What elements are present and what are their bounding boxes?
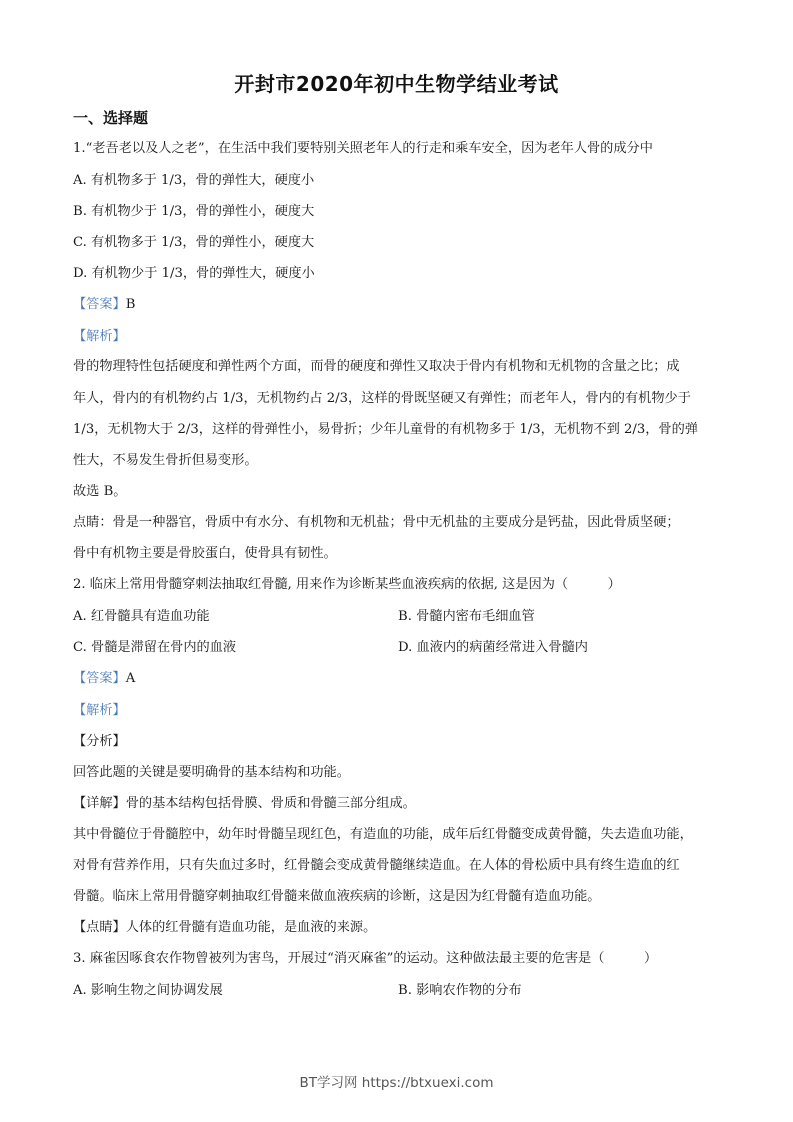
q2-dianjing: 【点睛】人体的红骨髓有造血功能，是血液的来源。 bbox=[73, 920, 377, 935]
q3-option-a: A. 影响生物之间协调发展 bbox=[73, 983, 223, 998]
question-3-stem: 3. 麻雀因啄食农作物曾被列为害鸟，开展过“消灭麻雀”的运动。这种做法最主要的危害是（ ） bbox=[73, 951, 658, 966]
page-title: 开封市2020年初中生物学结业考试 bbox=[234, 72, 559, 96]
q1-analysis-line: 1/3，无机物大于 2/3，这样的骨弹性小，易骨折；少年儿童骨的有机物多于 1/3，无机物不到 2/3，骨的弹 bbox=[73, 422, 698, 437]
q1-answer bbox=[73, 296, 135, 314]
q1-analysis-label: 【解析】 bbox=[73, 329, 126, 344]
q2-answer bbox=[73, 670, 135, 688]
q2-xiangjie: 【详解】骨的基本结构包括骨膜、骨质和骨髓三部分组成。 bbox=[73, 796, 416, 811]
q2-detail-line: 其中骨髓位于骨髓腔中，幼年时骨髓呈现红色，有造血的功能，成年后红骨髓变成黄骨髓，失去造血功能， bbox=[73, 827, 693, 842]
q1-note-line: 点睛：骨是一种器官，骨质中有水分、有机物和无机盐；骨中无机盐的主要成分是钙盐，因此骨质坚硬； bbox=[73, 515, 680, 530]
q1-option-c: C. 有机物多于 1/3，骨的弹性小，硬度大 bbox=[73, 235, 315, 250]
q1-analysis-line: 性大，不易发生骨折但易变形。 bbox=[73, 453, 258, 468]
q2-fenxi-label: 【分析】 bbox=[73, 734, 126, 749]
question-2-stem: 2. 临床上常用骨髓穿刺法抽取红骨髓, 用来作为诊断某些血液疾病的依据, 这是因为（ ） bbox=[73, 577, 621, 592]
answer-value: A bbox=[125, 671, 136, 686]
q2-option-d: D. 血液内的病菌经常进入骨髓内 bbox=[398, 640, 588, 655]
answer-label: 【答案】 bbox=[73, 671, 126, 686]
q1-option-a: A. 有机物多于 1/3，骨的弹性大，硬度小 bbox=[73, 173, 315, 188]
q1-analysis-line: 骨的物理特性包括硬度和弹性两个方面，而骨的硬度和弹性又取决于骨内有机物和无机物的含量之比；成 bbox=[73, 359, 680, 374]
footer-watermark: BT学习网 https://btxuexi.com bbox=[299, 1075, 494, 1091]
q1-conclusion: 故选 B。 bbox=[73, 484, 127, 499]
q1-option-b: B. 有机物少于 1/3，骨的弹性小，硬度大 bbox=[73, 204, 315, 219]
q2-option-b: B. 骨髓内密布毛细血管 bbox=[398, 609, 535, 624]
q2-analysis-label: 【解析】 bbox=[73, 703, 126, 718]
answer-label: 【答案】 bbox=[73, 297, 126, 312]
answer-value: B bbox=[125, 297, 136, 312]
q2-detail-line: 对骨有营养作用，只有失血过多时，红骨髓会变成黄骨髓继续造血。在人体的骨松质中具有终生造血的红 bbox=[73, 858, 680, 873]
q1-option-d: D. 有机物少于 1/3，骨的弹性大，硬度小 bbox=[73, 266, 315, 281]
q2-fenxi-text: 回答此题的关键是要明确骨的基本结构和功能。 bbox=[73, 765, 350, 780]
q2-detail-line: 骨髓。临床上常用骨髓穿刺抽取红骨髓来做血液疾病的诊断，这是因为红骨髓有造血功能。 bbox=[73, 889, 601, 904]
question-1-stem: 1.“老吾老以及人之老”，在生活中我们要特别关照老年人的行走和乘车安全，因为老年人骨的成分中 bbox=[73, 141, 653, 156]
q1-note-line: 骨中有机物主要是骨胶蛋白，使骨具有韧性。 bbox=[73, 546, 337, 561]
q2-option-c: C. 骨髓是滞留在骨内的血液 bbox=[73, 640, 237, 655]
q2-option-a: A. 红骨髓具有造血功能 bbox=[73, 609, 210, 624]
section-heading: 一、选择题 bbox=[73, 109, 149, 127]
q3-option-b: B. 影响农作物的分布 bbox=[398, 983, 522, 998]
q1-analysis-line: 年人，骨内的有机物约占 1/3，无机物约占 2/3，这样的骨既坚硬又有弹性；而老年人，骨内的有机物少于 bbox=[73, 391, 691, 406]
